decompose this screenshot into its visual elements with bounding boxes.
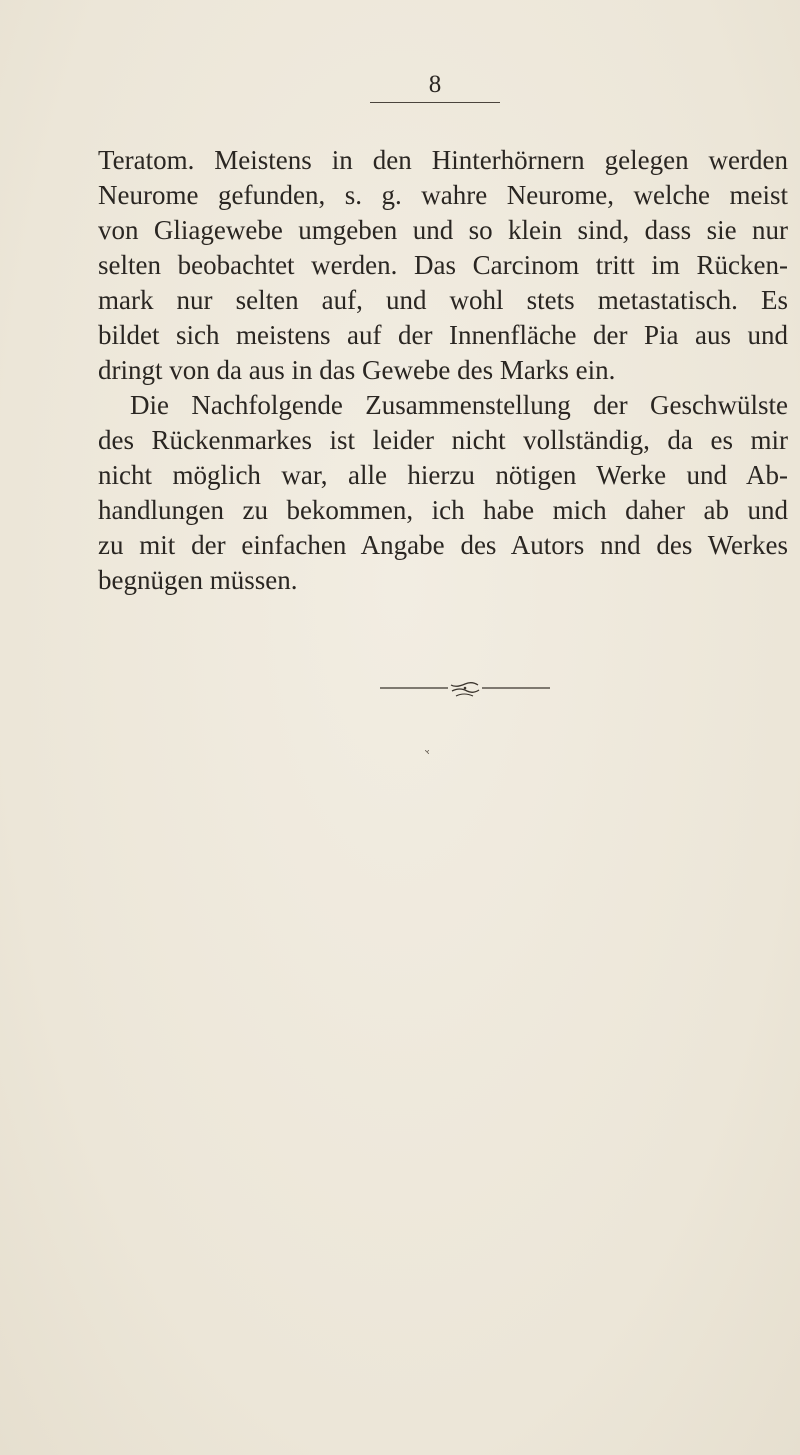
section-end-ornament-icon bbox=[380, 676, 550, 700]
text-line: begnügen müssen. bbox=[98, 565, 298, 595]
text-line: mark nur selten auf, und wohl stets metastatisch. Es bbox=[98, 285, 788, 315]
text-line: des Rückenmarkes ist leider nicht vollständig, da es mir bbox=[98, 425, 788, 455]
text-line: handlungen zu bekommen, ich habe mich daher ab und bbox=[98, 495, 788, 525]
text-line: selten beobachtet werden. Das Carcinom tritt im Rücken- bbox=[98, 250, 788, 280]
text-line: zu mit der einfachen Angabe des Autors nnd des Werkes bbox=[98, 530, 788, 560]
header-rule bbox=[370, 102, 500, 103]
text-line: von Gliagewebe umgeben und so klein sind, dass sie nur bbox=[98, 215, 788, 245]
text-line: bildet sich meistens auf der Innenfläche der Pia aus und bbox=[98, 320, 788, 350]
text-line: dringt von da aus in das Gewebe des Marks ein. bbox=[98, 355, 616, 385]
text-line: Neurome gefunden, s. g. wahre Neurome, welche meist bbox=[98, 180, 788, 210]
paper-speck bbox=[425, 741, 429, 745]
text-line: Teratom. Meistens in den Hinterhörnern gelegen werden bbox=[98, 145, 788, 175]
text-line: nicht möglich war, alle hierzu nötigen Werke und Ab- bbox=[98, 460, 788, 490]
text-line: Die Nachfolgende Zusammenstellung der Geschwülste bbox=[130, 390, 788, 420]
body-text bbox=[98, 143, 788, 598]
page-number: 8 bbox=[428, 71, 442, 98]
